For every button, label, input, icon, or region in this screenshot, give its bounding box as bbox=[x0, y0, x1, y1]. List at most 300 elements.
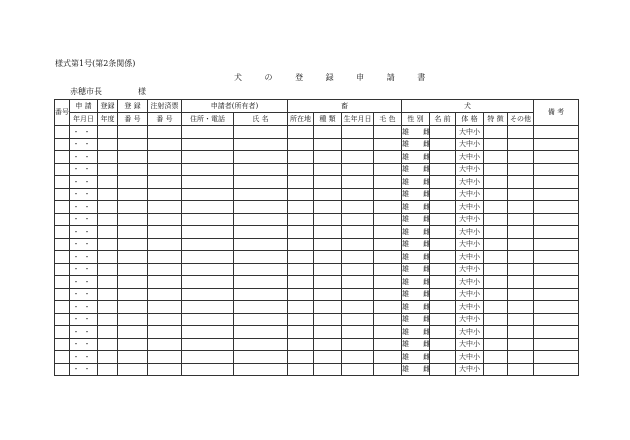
table-cell[interactable] bbox=[288, 288, 314, 301]
sex-cell[interactable]: 雄 雌 bbox=[402, 163, 430, 176]
size-cell[interactable]: 大中小 bbox=[456, 288, 484, 301]
table-cell[interactable] bbox=[508, 163, 534, 176]
table-cell[interactable] bbox=[118, 351, 148, 364]
application-date-cell[interactable]: ・・ bbox=[70, 201, 98, 214]
application-date-cell[interactable]: ・・ bbox=[70, 188, 98, 201]
table-cell[interactable] bbox=[314, 276, 342, 289]
table-cell[interactable] bbox=[118, 163, 148, 176]
table-cell[interactable] bbox=[182, 201, 234, 214]
table-cell[interactable] bbox=[314, 138, 342, 151]
table-cell[interactable] bbox=[148, 213, 182, 226]
table-cell[interactable] bbox=[118, 263, 148, 276]
table-cell[interactable] bbox=[182, 263, 234, 276]
table-cell[interactable] bbox=[288, 276, 314, 289]
table-cell[interactable] bbox=[182, 238, 234, 251]
table-cell[interactable] bbox=[508, 213, 534, 226]
sex-cell[interactable]: 雄 雌 bbox=[402, 351, 430, 364]
table-cell[interactable] bbox=[374, 301, 402, 314]
size-cell[interactable]: 大中小 bbox=[456, 276, 484, 289]
table-cell[interactable] bbox=[234, 326, 288, 339]
table-cell[interactable] bbox=[374, 213, 402, 226]
application-date-cell[interactable]: ・・ bbox=[70, 326, 98, 339]
table-cell[interactable] bbox=[182, 288, 234, 301]
table-cell[interactable] bbox=[314, 201, 342, 214]
table-cell[interactable] bbox=[484, 176, 508, 189]
table-cell[interactable] bbox=[118, 138, 148, 151]
table-cell[interactable] bbox=[148, 276, 182, 289]
table-cell[interactable] bbox=[98, 163, 118, 176]
table-cell[interactable] bbox=[484, 213, 508, 226]
table-cell[interactable] bbox=[314, 263, 342, 276]
size-cell[interactable]: 大中小 bbox=[456, 226, 484, 239]
table-cell[interactable] bbox=[484, 251, 508, 264]
table-cell[interactable] bbox=[508, 201, 534, 214]
table-cell[interactable] bbox=[508, 288, 534, 301]
table-cell[interactable] bbox=[534, 263, 579, 276]
table-cell[interactable] bbox=[55, 151, 70, 164]
table-cell[interactable] bbox=[118, 213, 148, 226]
table-cell[interactable] bbox=[314, 163, 342, 176]
table-cell[interactable] bbox=[55, 301, 70, 314]
table-cell[interactable] bbox=[508, 251, 534, 264]
table-cell[interactable] bbox=[288, 188, 314, 201]
sex-cell[interactable]: 雄 雌 bbox=[402, 138, 430, 151]
table-cell[interactable] bbox=[314, 176, 342, 189]
application-date-cell[interactable]: ・・ bbox=[70, 263, 98, 276]
table-cell[interactable] bbox=[374, 263, 402, 276]
table-cell[interactable] bbox=[98, 188, 118, 201]
table-cell[interactable] bbox=[288, 226, 314, 239]
application-date-cell[interactable]: ・・ bbox=[70, 138, 98, 151]
table-cell[interactable] bbox=[484, 338, 508, 351]
table-cell[interactable] bbox=[288, 201, 314, 214]
table-cell[interactable] bbox=[55, 176, 70, 189]
table-cell[interactable] bbox=[118, 276, 148, 289]
table-cell[interactable] bbox=[288, 151, 314, 164]
table-cell[interactable] bbox=[484, 138, 508, 151]
application-date-cell[interactable]: ・・ bbox=[70, 213, 98, 226]
sex-cell[interactable]: 雄 雌 bbox=[402, 276, 430, 289]
table-cell[interactable] bbox=[148, 188, 182, 201]
table-cell[interactable] bbox=[98, 276, 118, 289]
table-cell[interactable] bbox=[508, 326, 534, 339]
table-cell[interactable] bbox=[118, 201, 148, 214]
table-cell[interactable] bbox=[148, 351, 182, 364]
table-cell[interactable] bbox=[182, 326, 234, 339]
table-cell[interactable] bbox=[118, 176, 148, 189]
table-cell[interactable] bbox=[508, 363, 534, 376]
size-cell[interactable]: 大中小 bbox=[456, 263, 484, 276]
size-cell[interactable]: 大中小 bbox=[456, 163, 484, 176]
table-cell[interactable] bbox=[484, 188, 508, 201]
table-cell[interactable] bbox=[342, 338, 374, 351]
table-cell[interactable] bbox=[534, 288, 579, 301]
size-cell[interactable]: 大中小 bbox=[456, 338, 484, 351]
sex-cell[interactable]: 雄 雌 bbox=[402, 263, 430, 276]
size-cell[interactable]: 大中小 bbox=[456, 151, 484, 164]
sex-cell[interactable]: 雄 雌 bbox=[402, 176, 430, 189]
table-cell[interactable] bbox=[342, 138, 374, 151]
table-cell[interactable] bbox=[148, 326, 182, 339]
table-cell[interactable] bbox=[118, 338, 148, 351]
size-cell[interactable]: 大中小 bbox=[456, 326, 484, 339]
table-cell[interactable] bbox=[314, 126, 342, 139]
table-cell[interactable] bbox=[484, 276, 508, 289]
table-cell[interactable] bbox=[148, 151, 182, 164]
table-cell[interactable] bbox=[342, 188, 374, 201]
table-cell[interactable] bbox=[484, 226, 508, 239]
table-cell[interactable] bbox=[182, 138, 234, 151]
table-cell[interactable] bbox=[234, 313, 288, 326]
table-cell[interactable] bbox=[508, 138, 534, 151]
table-cell[interactable] bbox=[342, 251, 374, 264]
table-cell[interactable] bbox=[508, 226, 534, 239]
table-cell[interactable] bbox=[234, 238, 288, 251]
size-cell[interactable]: 大中小 bbox=[456, 251, 484, 264]
table-cell[interactable] bbox=[55, 288, 70, 301]
sex-cell[interactable]: 雄 雌 bbox=[402, 363, 430, 376]
table-cell[interactable] bbox=[342, 126, 374, 139]
size-cell[interactable]: 大中小 bbox=[456, 201, 484, 214]
table-cell[interactable] bbox=[534, 201, 579, 214]
table-cell[interactable] bbox=[342, 213, 374, 226]
sex-cell[interactable]: 雄 雌 bbox=[402, 288, 430, 301]
table-cell[interactable] bbox=[534, 301, 579, 314]
table-cell[interactable] bbox=[98, 363, 118, 376]
table-cell[interactable] bbox=[314, 213, 342, 226]
table-cell[interactable] bbox=[288, 176, 314, 189]
table-cell[interactable] bbox=[314, 238, 342, 251]
table-cell[interactable] bbox=[534, 326, 579, 339]
table-cell[interactable] bbox=[98, 301, 118, 314]
table-cell[interactable] bbox=[374, 313, 402, 326]
table-cell[interactable] bbox=[55, 351, 70, 364]
application-date-cell[interactable]: ・・ bbox=[70, 351, 98, 364]
table-cell[interactable] bbox=[484, 238, 508, 251]
table-cell[interactable] bbox=[182, 188, 234, 201]
table-cell[interactable] bbox=[234, 351, 288, 364]
table-cell[interactable] bbox=[342, 238, 374, 251]
table-cell[interactable] bbox=[148, 163, 182, 176]
table-cell[interactable] bbox=[534, 251, 579, 264]
table-cell[interactable] bbox=[342, 276, 374, 289]
sex-cell[interactable]: 雄 雌 bbox=[402, 151, 430, 164]
table-cell[interactable] bbox=[314, 313, 342, 326]
table-cell[interactable] bbox=[55, 213, 70, 226]
application-date-cell[interactable]: ・・ bbox=[70, 238, 98, 251]
table-cell[interactable] bbox=[508, 176, 534, 189]
table-cell[interactable] bbox=[534, 151, 579, 164]
table-cell[interactable] bbox=[288, 138, 314, 151]
table-cell[interactable] bbox=[182, 351, 234, 364]
table-cell[interactable] bbox=[55, 138, 70, 151]
table-cell[interactable] bbox=[118, 301, 148, 314]
table-cell[interactable] bbox=[288, 351, 314, 364]
table-cell[interactable] bbox=[234, 126, 288, 139]
table-cell[interactable] bbox=[288, 338, 314, 351]
table-cell[interactable] bbox=[98, 201, 118, 214]
table-cell[interactable] bbox=[234, 201, 288, 214]
application-date-cell[interactable]: ・・ bbox=[70, 363, 98, 376]
application-date-cell[interactable]: ・・ bbox=[70, 276, 98, 289]
table-cell[interactable] bbox=[234, 176, 288, 189]
table-cell[interactable] bbox=[118, 151, 148, 164]
table-cell[interactable] bbox=[182, 213, 234, 226]
table-cell[interactable] bbox=[118, 288, 148, 301]
table-cell[interactable] bbox=[534, 213, 579, 226]
application-date-cell[interactable]: ・・ bbox=[70, 338, 98, 351]
application-date-cell[interactable]: ・・ bbox=[70, 301, 98, 314]
size-cell[interactable]: 大中小 bbox=[456, 213, 484, 226]
application-date-cell[interactable]: ・・ bbox=[70, 176, 98, 189]
table-cell[interactable] bbox=[234, 276, 288, 289]
table-cell[interactable] bbox=[234, 263, 288, 276]
table-cell[interactable] bbox=[314, 188, 342, 201]
table-cell[interactable] bbox=[534, 176, 579, 189]
table-cell[interactable] bbox=[534, 313, 579, 326]
table-cell[interactable] bbox=[484, 151, 508, 164]
table-cell[interactable] bbox=[98, 351, 118, 364]
size-cell[interactable]: 大中小 bbox=[456, 351, 484, 364]
application-date-cell[interactable]: ・・ bbox=[70, 288, 98, 301]
table-cell[interactable] bbox=[374, 226, 402, 239]
table-cell[interactable] bbox=[534, 163, 579, 176]
table-cell[interactable] bbox=[148, 238, 182, 251]
table-cell[interactable] bbox=[182, 126, 234, 139]
table-cell[interactable] bbox=[374, 151, 402, 164]
table-cell[interactable] bbox=[314, 251, 342, 264]
table-cell[interactable] bbox=[534, 238, 579, 251]
table-cell[interactable] bbox=[342, 163, 374, 176]
table-cell[interactable] bbox=[314, 326, 342, 339]
table-cell[interactable] bbox=[342, 301, 374, 314]
table-cell[interactable] bbox=[118, 363, 148, 376]
table-cell[interactable] bbox=[55, 226, 70, 239]
table-cell[interactable] bbox=[314, 301, 342, 314]
size-cell[interactable]: 大中小 bbox=[456, 188, 484, 201]
table-cell[interactable] bbox=[98, 338, 118, 351]
table-cell[interactable] bbox=[234, 213, 288, 226]
table-cell[interactable] bbox=[55, 326, 70, 339]
table-cell[interactable] bbox=[508, 313, 534, 326]
table-cell[interactable] bbox=[484, 326, 508, 339]
table-cell[interactable] bbox=[508, 301, 534, 314]
table-cell[interactable] bbox=[55, 363, 70, 376]
table-cell[interactable] bbox=[98, 313, 118, 326]
table-cell[interactable] bbox=[55, 188, 70, 201]
table-cell[interactable] bbox=[118, 313, 148, 326]
table-cell[interactable] bbox=[534, 138, 579, 151]
table-cell[interactable] bbox=[98, 176, 118, 189]
table-cell[interactable] bbox=[148, 226, 182, 239]
table-cell[interactable] bbox=[484, 351, 508, 364]
sex-cell[interactable]: 雄 雌 bbox=[402, 301, 430, 314]
application-date-cell[interactable]: ・・ bbox=[70, 313, 98, 326]
table-cell[interactable] bbox=[118, 226, 148, 239]
table-cell[interactable] bbox=[288, 326, 314, 339]
table-cell[interactable] bbox=[148, 313, 182, 326]
table-cell[interactable] bbox=[98, 326, 118, 339]
table-cell[interactable] bbox=[314, 351, 342, 364]
table-cell[interactable] bbox=[118, 188, 148, 201]
table-cell[interactable] bbox=[314, 226, 342, 239]
table-cell[interactable] bbox=[148, 363, 182, 376]
size-cell[interactable]: 大中小 bbox=[456, 126, 484, 139]
sex-cell[interactable]: 雄 雌 bbox=[402, 326, 430, 339]
table-cell[interactable] bbox=[55, 163, 70, 176]
table-cell[interactable] bbox=[314, 338, 342, 351]
table-cell[interactable] bbox=[314, 151, 342, 164]
table-cell[interactable] bbox=[98, 263, 118, 276]
size-cell[interactable]: 大中小 bbox=[456, 313, 484, 326]
table-cell[interactable] bbox=[342, 226, 374, 239]
table-cell[interactable] bbox=[342, 313, 374, 326]
table-cell[interactable] bbox=[98, 151, 118, 164]
table-cell[interactable] bbox=[288, 251, 314, 264]
table-cell[interactable] bbox=[148, 176, 182, 189]
table-cell[interactable] bbox=[182, 338, 234, 351]
sex-cell[interactable]: 雄 雌 bbox=[402, 238, 430, 251]
table-cell[interactable] bbox=[314, 288, 342, 301]
table-cell[interactable] bbox=[508, 238, 534, 251]
table-cell[interactable] bbox=[55, 276, 70, 289]
table-cell[interactable] bbox=[98, 138, 118, 151]
table-cell[interactable] bbox=[55, 126, 70, 139]
table-cell[interactable] bbox=[342, 176, 374, 189]
table-cell[interactable] bbox=[288, 263, 314, 276]
table-cell[interactable] bbox=[148, 251, 182, 264]
table-cell[interactable] bbox=[148, 263, 182, 276]
table-cell[interactable] bbox=[182, 226, 234, 239]
table-cell[interactable] bbox=[534, 338, 579, 351]
table-cell[interactable] bbox=[508, 126, 534, 139]
table-cell[interactable] bbox=[484, 301, 508, 314]
table-cell[interactable] bbox=[508, 351, 534, 364]
table-cell[interactable] bbox=[374, 363, 402, 376]
table-cell[interactable] bbox=[182, 363, 234, 376]
sex-cell[interactable]: 雄 雌 bbox=[402, 201, 430, 214]
table-cell[interactable] bbox=[98, 213, 118, 226]
table-cell[interactable] bbox=[534, 188, 579, 201]
table-cell[interactable] bbox=[118, 126, 148, 139]
sex-cell[interactable]: 雄 雌 bbox=[402, 313, 430, 326]
table-cell[interactable] bbox=[288, 363, 314, 376]
table-cell[interactable] bbox=[234, 151, 288, 164]
table-cell[interactable] bbox=[98, 251, 118, 264]
table-cell[interactable] bbox=[374, 176, 402, 189]
table-cell[interactable] bbox=[508, 276, 534, 289]
table-cell[interactable] bbox=[484, 363, 508, 376]
table-cell[interactable] bbox=[508, 263, 534, 276]
table-cell[interactable] bbox=[288, 126, 314, 139]
application-date-cell[interactable]: ・・ bbox=[70, 151, 98, 164]
table-cell[interactable] bbox=[342, 263, 374, 276]
sex-cell[interactable]: 雄 雌 bbox=[402, 188, 430, 201]
application-date-cell[interactable]: ・・ bbox=[70, 251, 98, 264]
table-cell[interactable] bbox=[118, 326, 148, 339]
table-cell[interactable] bbox=[234, 301, 288, 314]
table-cell[interactable] bbox=[484, 201, 508, 214]
table-cell[interactable] bbox=[234, 188, 288, 201]
size-cell[interactable]: 大中小 bbox=[456, 301, 484, 314]
size-cell[interactable]: 大中小 bbox=[456, 176, 484, 189]
table-cell[interactable] bbox=[55, 251, 70, 264]
table-cell[interactable] bbox=[484, 313, 508, 326]
table-cell[interactable] bbox=[55, 238, 70, 251]
table-cell[interactable] bbox=[374, 238, 402, 251]
table-cell[interactable] bbox=[374, 288, 402, 301]
table-cell[interactable] bbox=[484, 126, 508, 139]
table-cell[interactable] bbox=[234, 338, 288, 351]
table-cell[interactable] bbox=[484, 263, 508, 276]
table-cell[interactable] bbox=[182, 276, 234, 289]
table-cell[interactable] bbox=[534, 351, 579, 364]
sex-cell[interactable]: 雄 雌 bbox=[402, 251, 430, 264]
table-cell[interactable] bbox=[484, 288, 508, 301]
table-cell[interactable] bbox=[374, 326, 402, 339]
table-cell[interactable] bbox=[98, 126, 118, 139]
table-cell[interactable] bbox=[234, 138, 288, 151]
sex-cell[interactable]: 雄 雌 bbox=[402, 338, 430, 351]
table-cell[interactable] bbox=[55, 313, 70, 326]
table-cell[interactable] bbox=[98, 288, 118, 301]
table-cell[interactable] bbox=[234, 226, 288, 239]
table-cell[interactable] bbox=[148, 126, 182, 139]
table-cell[interactable] bbox=[342, 288, 374, 301]
table-cell[interactable] bbox=[118, 238, 148, 251]
table-cell[interactable] bbox=[374, 351, 402, 364]
table-cell[interactable] bbox=[148, 288, 182, 301]
table-cell[interactable] bbox=[182, 301, 234, 314]
table-cell[interactable] bbox=[508, 338, 534, 351]
table-cell[interactable] bbox=[374, 163, 402, 176]
table-cell[interactable] bbox=[374, 126, 402, 139]
application-date-cell[interactable]: ・・ bbox=[70, 226, 98, 239]
table-cell[interactable] bbox=[98, 226, 118, 239]
table-cell[interactable] bbox=[182, 163, 234, 176]
table-cell[interactable] bbox=[374, 338, 402, 351]
table-cell[interactable] bbox=[234, 163, 288, 176]
table-cell[interactable] bbox=[342, 351, 374, 364]
table-cell[interactable] bbox=[374, 276, 402, 289]
table-cell[interactable] bbox=[288, 163, 314, 176]
table-cell[interactable] bbox=[182, 251, 234, 264]
table-cell[interactable] bbox=[484, 163, 508, 176]
table-cell[interactable] bbox=[148, 301, 182, 314]
table-cell[interactable] bbox=[534, 126, 579, 139]
table-cell[interactable] bbox=[148, 201, 182, 214]
table-cell[interactable] bbox=[55, 201, 70, 214]
application-date-cell[interactable]: ・・ bbox=[70, 163, 98, 176]
table-cell[interactable] bbox=[55, 263, 70, 276]
table-cell[interactable] bbox=[342, 326, 374, 339]
table-cell[interactable] bbox=[342, 201, 374, 214]
table-cell[interactable] bbox=[288, 213, 314, 226]
table-cell[interactable] bbox=[508, 188, 534, 201]
table-cell[interactable] bbox=[374, 188, 402, 201]
table-cell[interactable] bbox=[234, 251, 288, 264]
table-cell[interactable] bbox=[288, 301, 314, 314]
table-cell[interactable] bbox=[234, 288, 288, 301]
table-cell[interactable] bbox=[55, 338, 70, 351]
table-cell[interactable] bbox=[182, 176, 234, 189]
table-cell[interactable] bbox=[118, 251, 148, 264]
table-cell[interactable] bbox=[98, 238, 118, 251]
table-cell[interactable] bbox=[374, 201, 402, 214]
sex-cell[interactable]: 雄 雌 bbox=[402, 226, 430, 239]
table-cell[interactable] bbox=[148, 138, 182, 151]
size-cell[interactable]: 大中小 bbox=[456, 238, 484, 251]
